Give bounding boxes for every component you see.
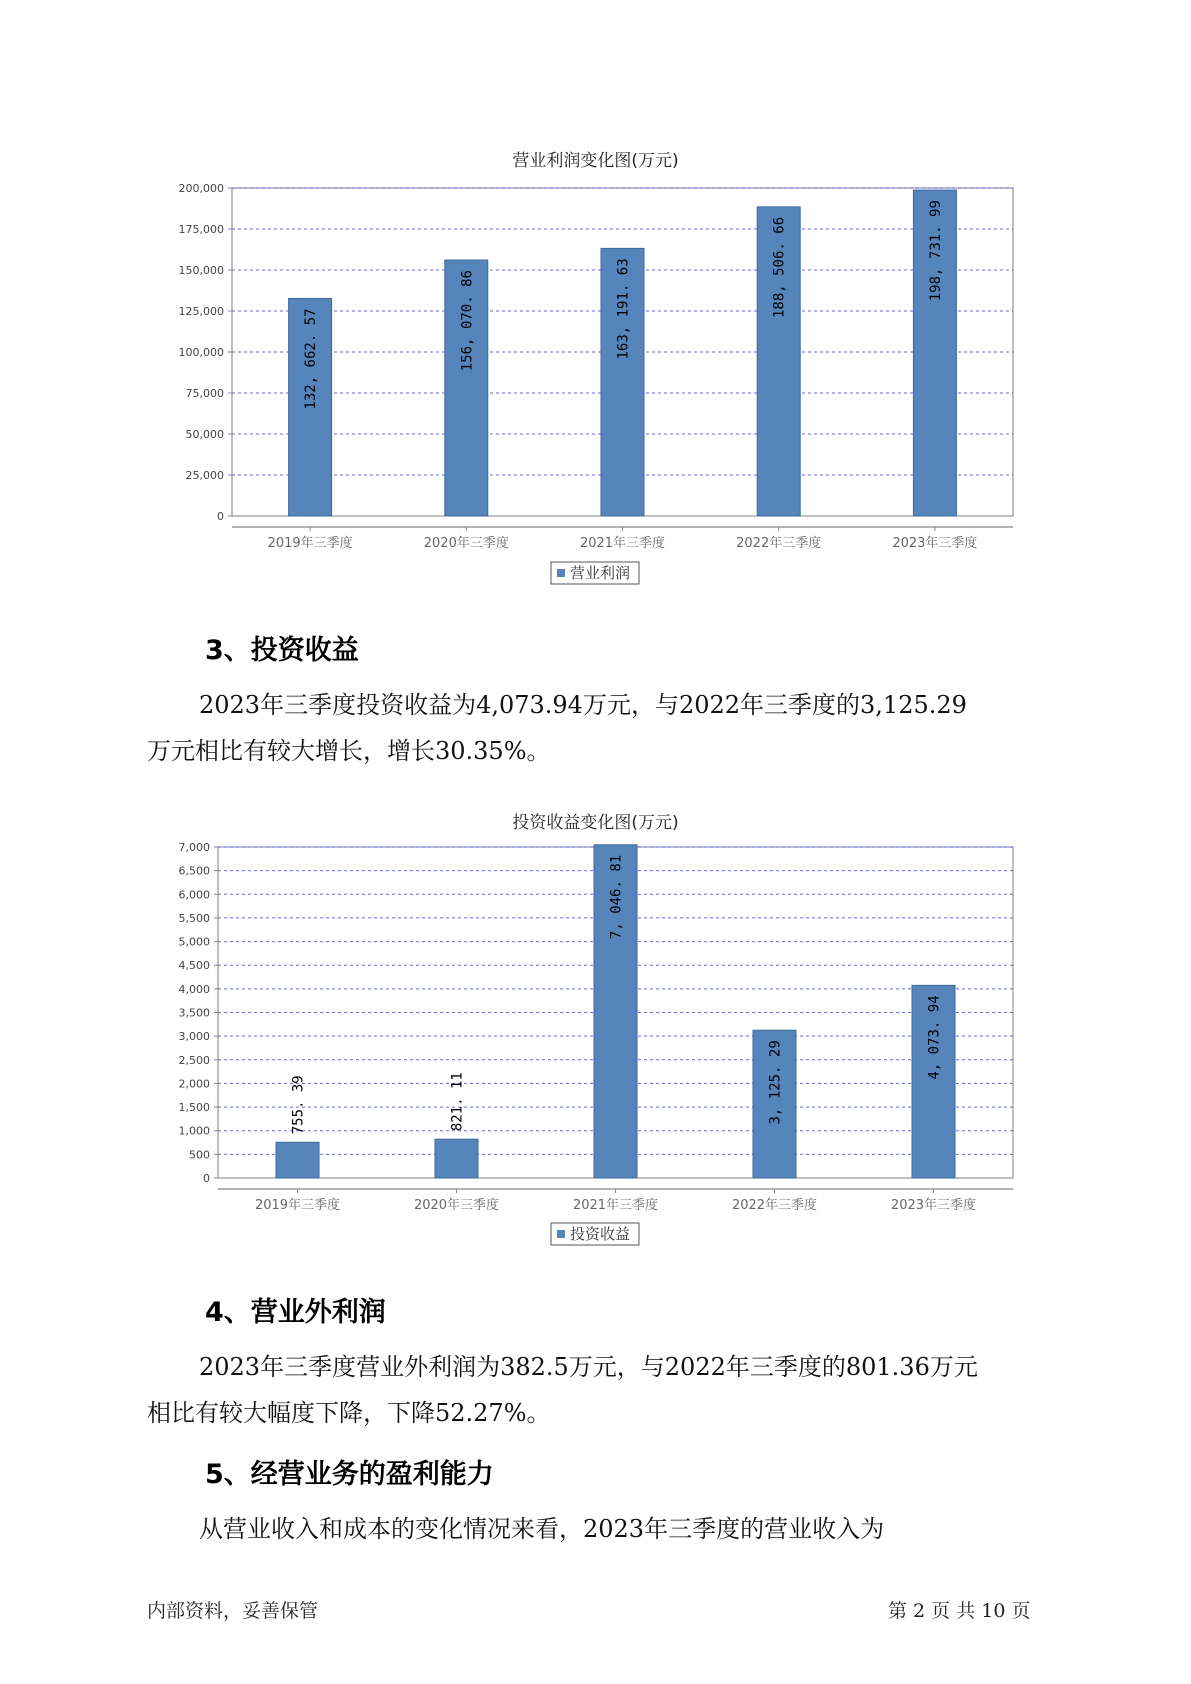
paragraph-line: 万元相比有较大增长，增长30.35%。 (147, 737, 551, 765)
x-tick-label: 2019年三季度 (254, 1198, 341, 1213)
legend-label: 营业利润 (570, 564, 631, 582)
footer-page-number: 第 2 页 共 10 页 (888, 1600, 1031, 1622)
chart-title-operating-profit: 营业利润变化图(万元) (512, 151, 679, 171)
x-tick-label: 2021年三季度 (572, 1198, 659, 1213)
bar-value-label: 821. 11 (449, 1072, 466, 1132)
y-tick-label: 4,500 (178, 959, 210, 973)
y-tick-label: 3,000 (178, 1030, 210, 1044)
y-tick-label: 2,000 (178, 1077, 210, 1091)
x-tick-label: 2022年三季度 (731, 1198, 818, 1213)
bar-value-label: 156, 070. 86 (459, 270, 476, 372)
paragraph-non-operating (147, 1344, 1067, 1436)
bar-value-label: 3, 125. 29 (767, 1040, 784, 1125)
legend-swatch (557, 1230, 565, 1238)
y-tick-label: 1,500 (178, 1101, 210, 1115)
y-tick-label: 175,000 (178, 223, 224, 236)
y-tick-label: 150,000 (178, 264, 224, 277)
chart-title-investment-income: 投资收益变化图(万元) (512, 813, 679, 833)
y-tick-label: 200,000 (178, 182, 224, 195)
paragraph-line: 从营业收入和成本的变化情况来看，2023年三季度的营业收入为 (199, 1515, 885, 1543)
section-heading-non-operating: 4、营业外利润 (205, 1297, 386, 1328)
x-tick-label: 2020年三季度 (423, 536, 509, 551)
operating-profit-chart (0, 170, 1191, 590)
paragraph-profitability (147, 1506, 1067, 1552)
footer-left: 内部资料，妥善保管 (147, 1600, 319, 1622)
bar (435, 1139, 478, 1178)
y-tick-label: 500 (189, 1148, 210, 1162)
y-tick-label: 3,500 (178, 1006, 210, 1020)
paragraph-line: 相比有较大幅度下降，下降52.27%。 (147, 1399, 551, 1427)
section-heading-profitability: 5、经营业务的盈利能力 (205, 1459, 494, 1490)
investment-income-chart (0, 835, 1191, 1250)
bar-value-label: 163, 191. 63 (615, 258, 632, 360)
y-tick-label: 1,000 (178, 1124, 210, 1138)
y-tick-label: 6,000 (178, 888, 210, 902)
x-tick-label: 2023年三季度 (892, 536, 978, 551)
y-tick-label: 5,500 (178, 911, 210, 925)
y-tick-label: 75,000 (185, 387, 224, 400)
section-heading-investment: 3、投资收益 (205, 635, 359, 666)
y-tick-label: 50,000 (185, 428, 224, 441)
x-tick-label: 2023年三季度 (890, 1198, 977, 1213)
x-tick-label: 2022年三季度 (736, 536, 822, 551)
y-tick-label: 0 (203, 1172, 210, 1185)
y-tick-label: 6,500 (178, 864, 210, 878)
bar-value-label: 755. 39 (290, 1075, 307, 1135)
y-tick-label: 5,000 (178, 935, 210, 949)
bar-value-label: 188, 506. 66 (771, 216, 788, 319)
bar-value-label: 4, 073. 94 (926, 995, 943, 1080)
paragraph-line: 2023年三季度营业外利润为382.5万元，与2022年三季度的801.36万元 (199, 1353, 978, 1381)
bar-value-label: 132, 662. 57 (303, 308, 320, 410)
y-tick-label: 125,000 (178, 305, 224, 318)
y-tick-label: 2,500 (178, 1053, 210, 1067)
y-tick-label: 25,000 (185, 469, 224, 482)
x-tick-label: 2021年三季度 (579, 536, 666, 551)
paragraph-line: 2023年三季度投资收益为4,073.94万元，与2022年三季度的3,125.29 (199, 691, 967, 719)
x-tick-label: 2020年三季度 (413, 1198, 500, 1213)
bar-value-label: 198, 731. 99 (927, 200, 944, 302)
y-tick-label: 100,000 (178, 346, 224, 359)
bar (276, 1142, 319, 1178)
legend-swatch (557, 569, 565, 577)
bar-value-label: 7, 046. 81 (608, 854, 625, 940)
y-tick-label: 0 (217, 510, 224, 523)
legend-label: 投资收益 (570, 1225, 631, 1243)
paragraph-investment (147, 682, 1067, 774)
y-tick-label: 4,000 (178, 982, 210, 996)
x-tick-label: 2019年三季度 (267, 536, 353, 551)
y-tick-label: 7,000 (178, 841, 210, 854)
